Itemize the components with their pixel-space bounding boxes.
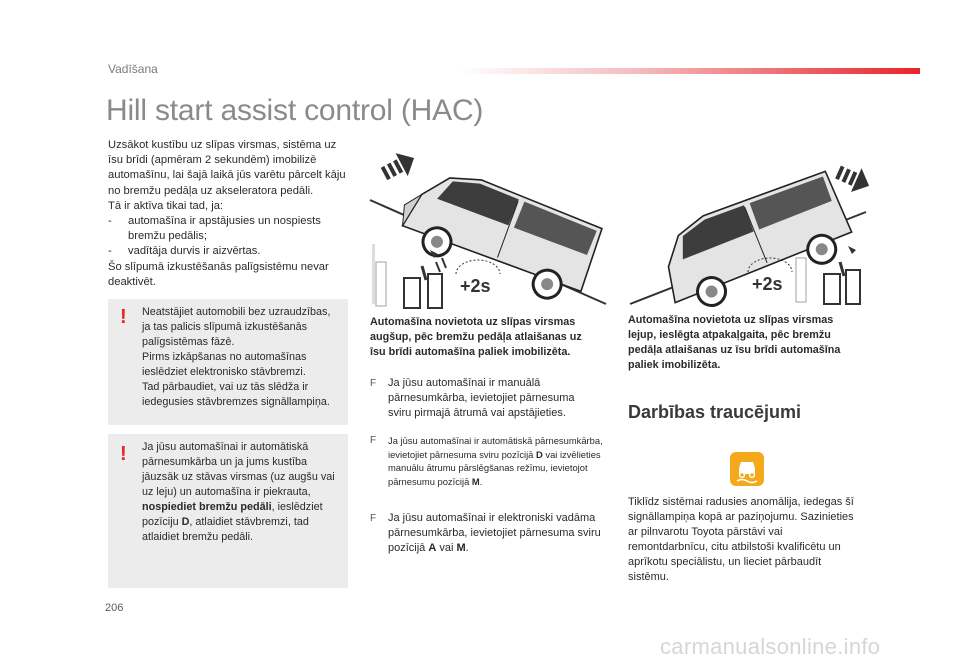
- warning-box-parking: ! Neatstājiet automobili bez uzraudzības, ja tas palicis slīpumā izkustēšanās palīgsistēmas fāzē. Pirms izkāpšanas no automašīnas ieslēdziet elektronisko stāvbremzi. Tad pārbaudiet, vai uz tās slēdža ir iedegusies stāvbremzes signāllampiņa.: [108, 299, 348, 425]
- faults-heading: Darbības traucējumi: [628, 402, 802, 422]
- intro-paragraph: Uzsākot kustību uz slīpas virsmas, sistēma uz īsu brīdi (apmēram 2 sekundēm) imobilizē automašīnu, lai šajā laikā jūs varētu pārcelt kāju no bremžu pedāļa uz akseleratora pedāli.: [108, 139, 346, 197]
- instruction-manual-gearbox: F Ja jūsu automašīnai ir manuālā pārnesumkārba, ievietojiet pārnesuma sviru pirmajā ātrumā vai apstājieties.: [370, 377, 575, 419]
- header-accent-bar: [460, 68, 920, 74]
- warning-box-automatic: ! Ja jūsu automašīnai ir automātiskā pārnesumkārba un ja jums kustība jāuzsāk uz stāvas virsmas (uz augšu vai uz leju) un automašīna ir piekrauta, nospiediet bremžu pedāli, ieslēdziet pozīciju D, atlaidiet stāvbremzi, tad atlaidiet bremžu pedāli.: [108, 434, 348, 588]
- intro-condition-lead: Tā ir aktīva tikai tad, ja:: [108, 199, 224, 212]
- condition-item: - vadītāja durvis ir aizvērtas.: [108, 245, 261, 258]
- figure-caption-uphill: Automašīna novietota uz slīpas virsmas augšup, pēc bremžu pedāļa atlaišanas uz īsu brīdi automašīna paliek imobilizēta.: [370, 316, 582, 358]
- warning-exclamation-icon: !: [120, 306, 127, 328]
- warning-exclamation-icon: !: [120, 443, 127, 465]
- intro-closing: Šo slīpumā izkustēšanās palīgsistēmu nevar deaktivēt.: [108, 260, 329, 288]
- page-title: Hill start assist control (HAC): [106, 94, 484, 127]
- timer-label: +2s: [460, 276, 491, 296]
- intro-text: [108, 138, 353, 290]
- page-number: 206: [105, 602, 124, 614]
- motion-arrow-icon: [833, 160, 875, 198]
- motion-arrow-icon: [378, 147, 420, 186]
- hill-assist-warning-lamp-icon: [730, 452, 764, 486]
- pedals-icon: [372, 244, 446, 308]
- section-label: Vadīšana: [108, 62, 158, 76]
- timer-label: +2s: [752, 274, 783, 294]
- bullet-marker-icon: F: [370, 435, 377, 446]
- van-illustration: [391, 157, 606, 312]
- figure-van-downhill: [628, 140, 868, 310]
- bullet-marker-icon: F: [370, 378, 377, 389]
- watermark: carmanualsonline.info: [660, 634, 881, 659]
- instruction-automatic-gearbox: F Ja jūsu automašīnai ir automātiskā pārnesumkārba, ievietojiet pārnesuma sviru pozīcijā D vai izvēlieties manuālu ātrumu pārslēgšanas režīmu, ievietojot pārnesumu pozīcijā M.: [370, 435, 603, 487]
- faults-text: Tiklīdz sistēmai radusies anomālija, iedegas šī signāllampiņa kopā ar paziņojumu. Sazinieties ar pilnvarotu Toyota pārstāvi vai remontdarbnīcu, citu atbilstoši kvalificētu un aprīkotu speciālistu, un lieciet pārbaudīt sistēmu.: [628, 496, 854, 583]
- figure-caption-downhill: Automašīna novietota uz slīpas virsmas lejup, ieslēgta atpakaļgaita, pēc bremžu pedāļa atlaišanas uz īsu brīdi automašīna paliek imobilizēta.: [628, 314, 841, 371]
- van-illustration: [651, 170, 860, 318]
- instruction-electronic-gearbox: F Ja jūsu automašīnai ir elektroniski vadāma pārnesumkārba, ievietojiet pārnesuma sviru pozīcijā A vai M.: [370, 512, 601, 554]
- condition-item: - automašīna ir apstājusies un nospiests bremžu pedālis;: [108, 215, 321, 243]
- bullet-marker-icon: F: [370, 513, 377, 524]
- figure-van-uphill: [368, 140, 608, 310]
